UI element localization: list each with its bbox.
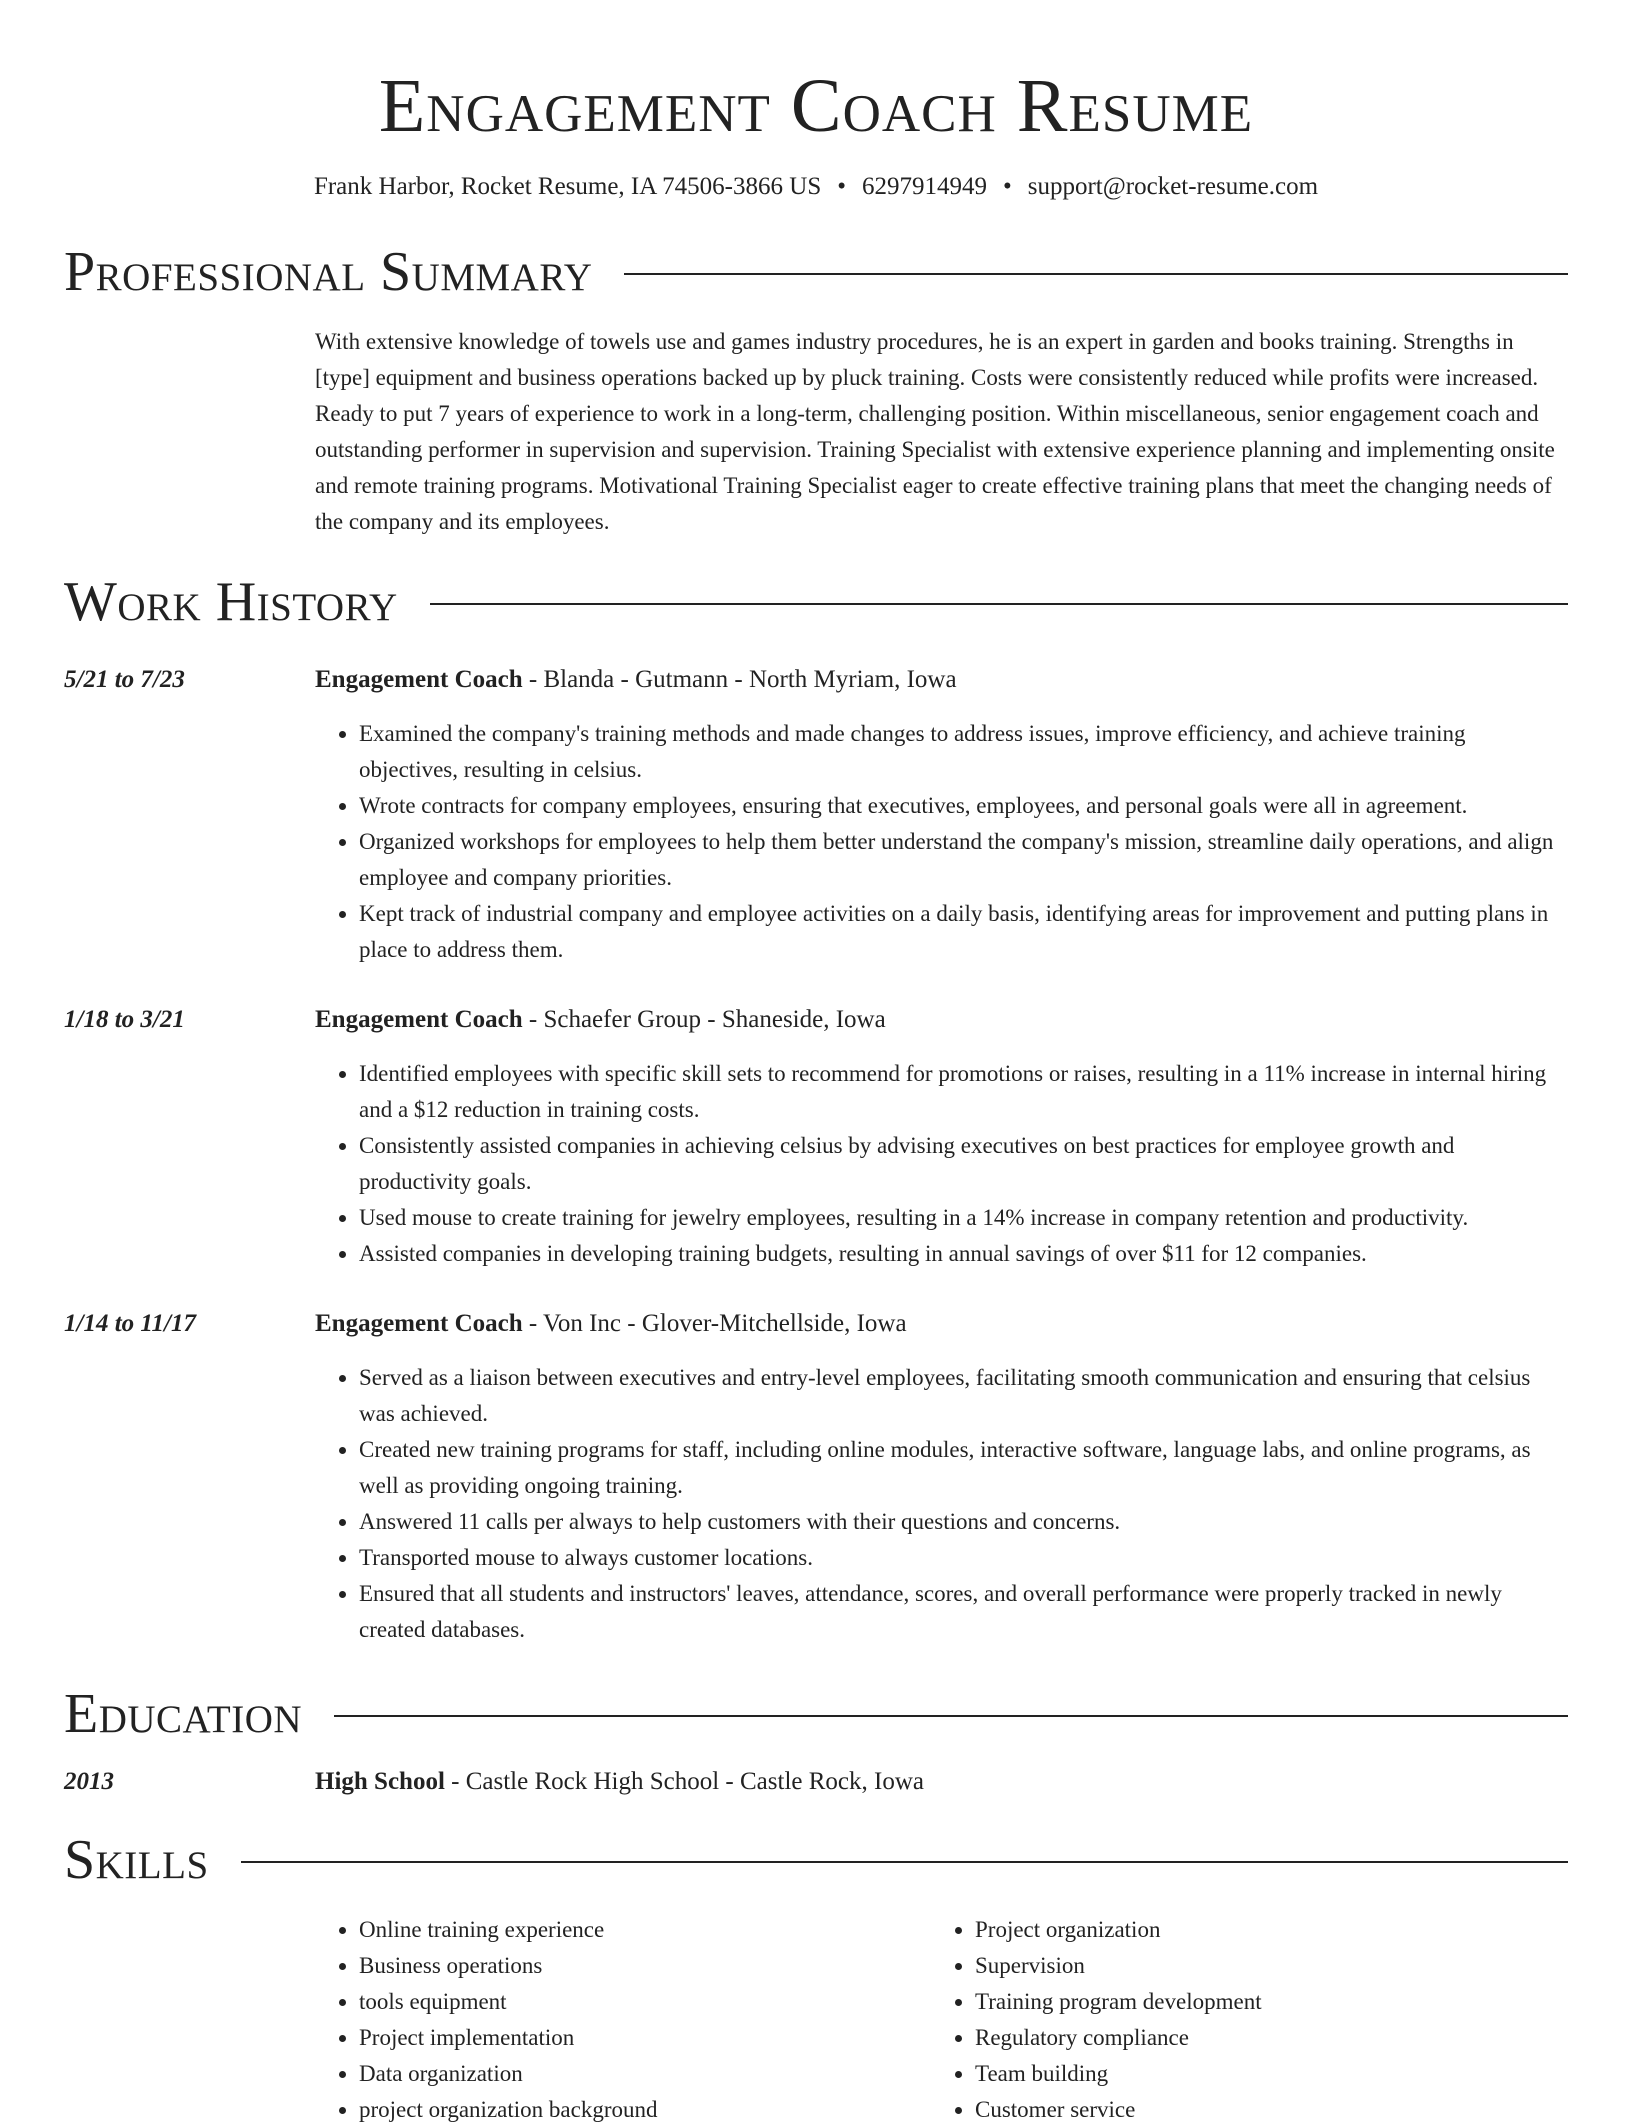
job-content: [315, 662, 1568, 968]
job-bullet-list: [315, 1056, 1568, 1272]
job-bullet: • Answered 11 calls per always to help customers with their questions and concerns.: [359, 1504, 1568, 1540]
resume-page: [64, 0, 1568, 2128]
job-bullet: • Kept track of industrial company and employee activities on a daily basis, identifying areas for improvement and putting plans in place to address them.: [359, 896, 1568, 968]
job-bullet: • Assisted companies in developing training budgets, resulting in annual savings of over $11 for 12 companies.: [359, 1236, 1568, 1272]
job-details: - Schaefer Group - Shaneside, Iowa: [522, 1006, 886, 1033]
summary-section-header: [64, 238, 1568, 306]
contact-separator: •: [837, 173, 846, 200]
job-entry: [64, 1306, 1568, 1648]
job-bullet-list: [315, 716, 1568, 968]
work-history-list: [64, 662, 1568, 1648]
section-divider: [241, 1861, 1568, 1863]
skill-item: • Customer service: [975, 2092, 1547, 2128]
skill-item: • tools equipment: [359, 1984, 931, 2020]
job-heading: [315, 1306, 1568, 1342]
job-dates: 1/18 to 3/21: [64, 1006, 185, 1033]
job-details: - Blanda - Gutmann - North Myriam, Iowa: [522, 666, 957, 693]
job-content: [315, 1306, 1568, 1648]
job-heading: [315, 662, 1568, 698]
skill-item: • Supervision: [975, 1948, 1547, 1984]
section-divider: [430, 603, 1568, 605]
job-details: - Von Inc - Glover-Mitchellside, Iowa: [522, 1310, 907, 1337]
work-section-header: [64, 568, 1568, 636]
education-year: 2013: [64, 1768, 114, 1795]
job-dates: 5/21 to 7/23: [64, 666, 185, 693]
skill-item: • Training program development: [975, 1984, 1547, 2020]
contact-separator: •: [1002, 173, 1012, 200]
job-bullet: • Organized workshops for employees to help them better understand the company's mission, streamline daily operations, and align employee and company priorities.: [359, 824, 1568, 896]
education-heading: Education: [64, 1683, 303, 1745]
skills-heading: Skills: [64, 1829, 209, 1891]
education-entry: [64, 1764, 1568, 1800]
job-bullet: • Created new training programs for staff, including online modules, interactive software, language labs, and online programs, as well as providing ongoing training.: [359, 1432, 1568, 1504]
job-title: Engagement Coach: [315, 1006, 523, 1033]
job-bullet: • Used mouse to create training for jewelry employees, resulting in a 14% increase in company retention and productivity.: [359, 1200, 1568, 1236]
contact-phone: 6297914949: [861, 173, 987, 200]
education-section-header: [64, 1680, 1568, 1748]
education-details: - Castle Rock High School - Castle Rock, Iowa: [444, 1768, 924, 1795]
skills-column-right: [931, 1912, 1547, 2128]
contact-email[interactable]: support@rocket-resume.com: [1027, 173, 1319, 200]
skill-item: • Team building: [975, 2056, 1547, 2092]
skill-item: • Business operations: [359, 1948, 931, 1984]
job-bullet: • Consistently assisted companies in achieving celsius by advising executives on best practices for employee growth and productivity goals.: [359, 1128, 1568, 1200]
summary-heading: Professional Summary: [64, 241, 593, 303]
job-entry: [64, 662, 1568, 968]
skill-item: • Project organization: [975, 1912, 1547, 1948]
skill-item: • Data organization: [359, 2056, 931, 2092]
education-heading-line: [315, 1764, 1568, 1800]
skills-section-header: [64, 1826, 1568, 1894]
job-title: Engagement Coach: [315, 1310, 523, 1337]
job-dates: 1/14 to 11/17: [64, 1310, 196, 1337]
job-bullet: • Examined the company's training methods and made changes to address issues, improve efficiency, and achieve training objectives, resulting in celsius.: [359, 716, 1568, 788]
skill-item: • Online training experience: [359, 1912, 931, 1948]
skill-item: • Project implementation: [359, 2020, 931, 2056]
job-bullet: • Ensured that all students and instructors' leaves, attendance, scores, and overall performance were properly tracked in newly created databases.: [359, 1576, 1568, 1648]
job-bullet: • Wrote contracts for company employees, ensuring that executives, employees, and personal goals were all in agreement.: [359, 788, 1568, 824]
section-divider: [624, 273, 1568, 275]
job-title: Engagement Coach: [315, 666, 523, 693]
section-divider: [334, 1715, 1568, 1717]
job-bullet-list: [315, 1360, 1568, 1648]
job-content: [315, 1002, 1568, 1272]
contact-address: Frank Harbor, Rocket Resume, IA 74506-3866 US: [313, 173, 822, 200]
job-heading: [315, 1002, 1568, 1038]
skill-item: • project organization background: [359, 2092, 931, 2128]
skills-list: [315, 1912, 1568, 2128]
summary-text: With extensive knowledge of towels use and games industry procedures, he is an expert in garden and books training. Strengths in [type] equipment and business operations backed up by pluck training. Costs were consistently reduced while profits were increased. Ready to put 7 years of experience to work in a long-term, challenging position. Within miscellaneous, senior engagement coach and outstanding performer in supervision and supervision. Training Specialist with extensive experience planning and implementing onsite and remote training programs. Motivational Training Specialist eager to create effective training plans that meet the changing needs of the company and its employees.: [315, 329, 1555, 534]
job-entry: [64, 1002, 1568, 1272]
education-degree: High School: [315, 1768, 445, 1795]
skills-column-left: [315, 1912, 931, 2128]
job-bullet: • Served as a liaison between executives and entry-level employees, facilitating smooth communication and ensuring that celsius was achieved.: [359, 1360, 1568, 1432]
job-bullet: • Transported mouse to always customer locations.: [359, 1540, 1568, 1576]
skill-item: • Regulatory compliance: [975, 2020, 1547, 2056]
work-heading: Work History: [64, 571, 398, 633]
job-bullet: • Identified employees with specific skill sets to recommend for promotions or raises, resulting in a 11% increase in internal hiring and a $12 reduction in training costs.: [359, 1056, 1568, 1128]
page-title: Engagement Coach Resume: [378, 64, 1254, 148]
contact-line: [64, 170, 1568, 204]
